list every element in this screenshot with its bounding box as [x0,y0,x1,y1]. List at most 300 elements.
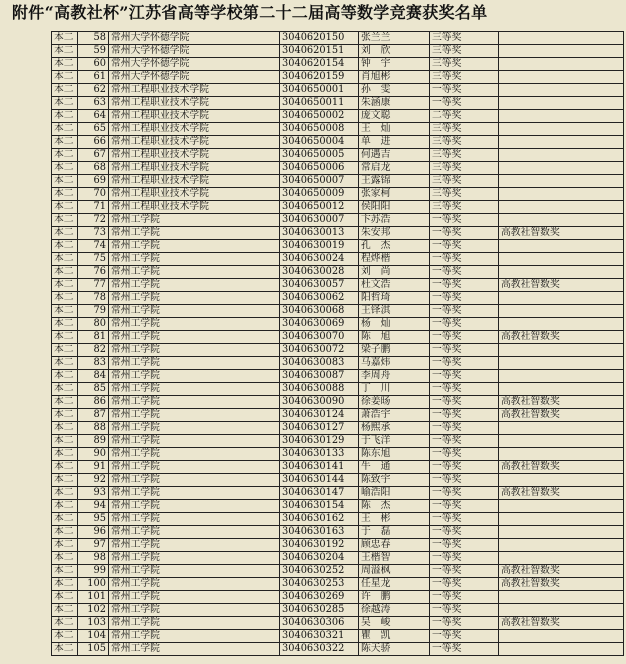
cell-category: 本二 [52,396,78,409]
cell-no: 66 [78,136,109,149]
cell-prize: 一等奖 [430,214,499,227]
cell-prize: 一等奖 [430,552,499,565]
table-row [52,45,624,58]
cell-no: 102 [78,604,109,617]
cell-special [499,240,624,253]
cell-special [499,500,624,513]
award-list-table [51,31,624,656]
cell-name: 陈东旭 [359,448,430,461]
cell-no: 75 [78,253,109,266]
table-row [52,643,624,656]
cell-prize: 一等奖 [430,305,499,318]
cell-no: 65 [78,123,109,136]
cell-id: 3040650004 [280,136,359,149]
cell-category: 本二 [52,266,78,279]
table-row [52,175,624,188]
cell-no: 60 [78,58,109,71]
cell-category: 本二 [52,526,78,539]
cell-name: 王 灿 [359,123,430,136]
cell-prize: 一等奖 [430,266,499,279]
cell-category: 本二 [52,175,78,188]
cell-school: 常州工学院 [109,305,280,318]
cell-prize: 一等奖 [430,513,499,526]
cell-prize: 一等奖 [430,643,499,656]
cell-school: 常州工学院 [109,253,280,266]
table-row [52,461,624,474]
cell-name: 王楷智 [359,552,430,565]
cell-prize: 一等奖 [430,487,499,500]
cell-special [499,513,624,526]
cell-name: 许 鹏 [359,591,430,604]
cell-category: 本二 [52,214,78,227]
table-row [52,214,624,227]
cell-special [499,84,624,97]
table-row [52,344,624,357]
cell-id: 3040650009 [280,188,359,201]
cell-name: 李周舟 [359,370,430,383]
table-row [52,318,624,331]
cell-category: 本二 [52,383,78,396]
cell-no: 64 [78,110,109,123]
cell-school: 常州工学院 [109,487,280,500]
cell-name: 刘 欣 [359,45,430,58]
table-row [52,279,624,292]
cell-no: 86 [78,396,109,409]
cell-special [499,45,624,58]
cell-name: 喻浩阳 [359,487,430,500]
cell-id: 3040630069 [280,318,359,331]
cell-name: 瞿 凯 [359,630,430,643]
cell-special [499,71,624,84]
cell-id: 3040620154 [280,58,359,71]
cell-category: 本二 [52,370,78,383]
table-row [52,188,624,201]
cell-category: 本二 [52,32,78,45]
cell-prize: 一等奖 [430,539,499,552]
cell-category: 本二 [52,279,78,292]
table-row [52,97,624,110]
cell-category: 本二 [52,435,78,448]
cell-no: 93 [78,487,109,500]
table-row [52,305,624,318]
cell-prize: 一等奖 [430,370,499,383]
cell-category: 本二 [52,552,78,565]
cell-category: 本二 [52,630,78,643]
cell-prize: 一等奖 [430,84,499,97]
cell-id: 3040630007 [280,214,359,227]
cell-id: 3040630024 [280,253,359,266]
table-row [52,409,624,422]
cell-school: 常州工学院 [109,227,280,240]
cell-name: 牛 通 [359,461,430,474]
cell-name: 吴 峻 [359,617,430,630]
cell-special: 高教社智数奖 [499,461,624,474]
cell-no: 62 [78,84,109,97]
cell-no: 82 [78,344,109,357]
cell-id: 3040630252 [280,565,359,578]
table-row [52,162,624,175]
cell-id: 3040620151 [280,45,359,58]
cell-no: 88 [78,422,109,435]
cell-special [499,357,624,370]
cell-name: 陈 旭 [359,331,430,344]
cell-id: 3040630285 [280,604,359,617]
cell-no: 87 [78,409,109,422]
cell-name: 任星龙 [359,578,430,591]
cell-category: 本二 [52,58,78,71]
cell-prize: 三等奖 [430,136,499,149]
table-row [52,539,624,552]
cell-special [499,344,624,357]
cell-special: 高教社智数奖 [499,617,624,630]
table-row [52,357,624,370]
cell-school: 常州工程职业技术学院 [109,149,280,162]
cell-no: 68 [78,162,109,175]
cell-no: 89 [78,435,109,448]
cell-prize: 三等奖 [430,71,499,84]
cell-id: 3040650006 [280,162,359,175]
cell-id: 3040650011 [280,97,359,110]
cell-category: 本二 [52,305,78,318]
cell-prize: 一等奖 [430,630,499,643]
cell-school: 常州工学院 [109,409,280,422]
cell-name: 徐姜旸 [359,396,430,409]
cell-special [499,201,624,214]
cell-name: 张家柯 [359,188,430,201]
cell-category: 本二 [52,487,78,500]
cell-school: 常州工学院 [109,266,280,279]
table-row [52,526,624,539]
cell-no: 83 [78,357,109,370]
cell-no: 105 [78,643,109,656]
cell-category: 本二 [52,591,78,604]
cell-name: 丁 川 [359,383,430,396]
cell-no: 67 [78,149,109,162]
cell-special [499,266,624,279]
cell-school: 常州工程职业技术学院 [109,175,280,188]
cell-prize: 三等奖 [430,45,499,58]
cell-id: 3040620159 [280,71,359,84]
cell-name: 杜文浩 [359,279,430,292]
table-row [52,370,624,383]
cell-name: 王露锦 [359,175,430,188]
cell-category: 本二 [52,604,78,617]
cell-prize: 一等奖 [430,292,499,305]
cell-name: 阳哲琦 [359,292,430,305]
cell-special [499,630,624,643]
cell-no: 59 [78,45,109,58]
cell-category: 本二 [52,448,78,461]
cell-school: 常州工学院 [109,513,280,526]
cell-id: 3040630204 [280,552,359,565]
cell-special: 高教社智数奖 [499,331,624,344]
cell-special [499,474,624,487]
cell-special [499,448,624,461]
cell-special: 高教社智数奖 [499,227,624,240]
cell-name: 陈致宇 [359,474,430,487]
cell-id: 3040630306 [280,617,359,630]
cell-id: 3040630028 [280,266,359,279]
table-row [52,500,624,513]
cell-school: 常州工学院 [109,292,280,305]
cell-name: 何遇吉 [359,149,430,162]
cell-name: 肖旭彬 [359,71,430,84]
cell-no: 84 [78,370,109,383]
cell-special [499,188,624,201]
cell-category: 本二 [52,344,78,357]
table-row [52,474,624,487]
cell-prize: 三等奖 [430,201,499,214]
cell-special [499,253,624,266]
cell-id: 3040650012 [280,201,359,214]
cell-special [499,604,624,617]
cell-prize: 一等奖 [430,461,499,474]
cell-special: 高教社智数奖 [499,578,624,591]
table-row [52,240,624,253]
cell-prize: 一等奖 [430,253,499,266]
table-row [52,292,624,305]
cell-prize: 一等奖 [430,97,499,110]
cell-special [499,110,624,123]
cell-category: 本二 [52,253,78,266]
cell-id: 3040650008 [280,123,359,136]
table-row [52,565,624,578]
table-row [52,136,624,149]
cell-category: 本二 [52,97,78,110]
cell-school: 常州工学院 [109,617,280,630]
cell-prize: 三等奖 [430,32,499,45]
table-row [52,604,624,617]
cell-school: 常州工程职业技术学院 [109,123,280,136]
cell-prize: 一等奖 [430,331,499,344]
cell-school: 常州工学院 [109,357,280,370]
cell-prize: 一等奖 [430,227,499,240]
cell-prize: 一等奖 [430,240,499,253]
cell-id: 3040630090 [280,396,359,409]
cell-special [499,383,624,396]
award-list-body [52,32,624,656]
table-row [52,149,624,162]
cell-prize: 三等奖 [430,175,499,188]
cell-id: 3040630133 [280,448,359,461]
table-row [52,32,624,45]
cell-category: 本二 [52,292,78,305]
cell-category: 本二 [52,422,78,435]
cell-id: 3040630141 [280,461,359,474]
cell-name: 王 彬 [359,513,430,526]
cell-prize: 一等奖 [430,396,499,409]
cell-prize: 一等奖 [430,565,499,578]
cell-school: 常州工学院 [109,279,280,292]
cell-special [499,162,624,175]
cell-school: 常州工学院 [109,526,280,539]
table-row [52,110,624,123]
cell-name: 陈 杰 [359,500,430,513]
cell-category: 本二 [52,136,78,149]
cell-prize: 一等奖 [430,591,499,604]
table-row [52,422,624,435]
cell-name: 张兰兰 [359,32,430,45]
cell-name: 程烨楷 [359,253,430,266]
cell-school: 常州工学院 [109,552,280,565]
cell-special [499,643,624,656]
cell-school: 常州工程职业技术学院 [109,162,280,175]
cell-prize: 一等奖 [430,604,499,617]
table-row [52,396,624,409]
cell-name: 杨熙承 [359,422,430,435]
cell-category: 本二 [52,357,78,370]
cell-special [499,136,624,149]
cell-name: 侯阳阳 [359,201,430,214]
cell-id: 3040630127 [280,422,359,435]
cell-no: 97 [78,539,109,552]
cell-school: 常州工程职业技术学院 [109,110,280,123]
cell-name: 王铎淇 [359,305,430,318]
cell-id: 3040630129 [280,435,359,448]
cell-special [499,552,624,565]
table-row [52,331,624,344]
cell-school: 常州工学院 [109,344,280,357]
cell-category: 本二 [52,318,78,331]
cell-name: 朱安邦 [359,227,430,240]
cell-special [499,422,624,435]
cell-id: 3040620150 [280,32,359,45]
cell-no: 80 [78,318,109,331]
cell-no: 98 [78,552,109,565]
cell-school: 常州大学怀德学院 [109,58,280,71]
cell-category: 本二 [52,539,78,552]
cell-id: 3040630144 [280,474,359,487]
cell-school: 常州工学院 [109,604,280,617]
cell-no: 101 [78,591,109,604]
cell-school: 常州大学怀德学院 [109,71,280,84]
cell-special [499,305,624,318]
cell-school: 常州工学院 [109,422,280,435]
cell-special [499,97,624,110]
cell-school: 常州工学院 [109,240,280,253]
cell-prize: 三等奖 [430,162,499,175]
cell-category: 本二 [52,201,78,214]
cell-no: 99 [78,565,109,578]
cell-category: 本二 [52,71,78,84]
cell-id: 3040630068 [280,305,359,318]
cell-prize: 一等奖 [430,435,499,448]
cell-no: 71 [78,201,109,214]
cell-id: 3040650005 [280,149,359,162]
cell-category: 本二 [52,162,78,175]
cell-no: 95 [78,513,109,526]
cell-prize: 一等奖 [430,526,499,539]
cell-school: 常州工学院 [109,500,280,513]
cell-id: 3040630072 [280,344,359,357]
cell-special: 高教社智数奖 [499,487,624,500]
cell-id: 3040630269 [280,591,359,604]
cell-category: 本二 [52,461,78,474]
table-row [52,58,624,71]
cell-name: 陈天骄 [359,643,430,656]
cell-category: 本二 [52,565,78,578]
cell-id: 3040630321 [280,630,359,643]
cell-name: 于 磊 [359,526,430,539]
cell-category: 本二 [52,188,78,201]
cell-category: 本二 [52,240,78,253]
table-row [52,201,624,214]
cell-prize: 一等奖 [430,422,499,435]
cell-name: 钟 宇 [359,58,430,71]
cell-id: 3040630019 [280,240,359,253]
cell-no: 85 [78,383,109,396]
cell-name: 孔 杰 [359,240,430,253]
cell-no: 74 [78,240,109,253]
cell-id: 3040630057 [280,279,359,292]
cell-name: 单 进 [359,136,430,149]
cell-school: 常州工学院 [109,539,280,552]
cell-category: 本二 [52,123,78,136]
cell-special [499,370,624,383]
cell-school: 常州工学院 [109,383,280,396]
cell-school: 常州工学院 [109,435,280,448]
cell-no: 91 [78,461,109,474]
cell-id: 3040630192 [280,539,359,552]
cell-id: 3040630253 [280,578,359,591]
cell-school: 常州工学院 [109,370,280,383]
cell-name: 徐越涛 [359,604,430,617]
cell-category: 本二 [52,617,78,630]
cell-name: 庞文聪 [359,110,430,123]
cell-category: 本二 [52,474,78,487]
cell-id: 3040650007 [280,175,359,188]
cell-special [499,591,624,604]
table-row [52,123,624,136]
cell-special [499,539,624,552]
cell-id: 3040630087 [280,370,359,383]
cell-no: 96 [78,526,109,539]
cell-id: 3040630154 [280,500,359,513]
cell-school: 常州工学院 [109,474,280,487]
cell-name: 梁子鹏 [359,344,430,357]
cell-no: 92 [78,474,109,487]
cell-name: 萧浩宇 [359,409,430,422]
cell-name: 杨 灿 [359,318,430,331]
cell-category: 本二 [52,500,78,513]
cell-id: 3040630088 [280,383,359,396]
cell-prize: 一等奖 [430,617,499,630]
cell-prize: 一等奖 [430,357,499,370]
cell-special [499,214,624,227]
cell-id: 3040650002 [280,110,359,123]
cell-prize: 一等奖 [430,318,499,331]
cell-school: 常州工程职业技术学院 [109,188,280,201]
cell-special: 高教社智数奖 [499,565,624,578]
table-row [52,617,624,630]
cell-prize: 二等奖 [430,110,499,123]
cell-name: 朱涵康 [359,97,430,110]
cell-special [499,292,624,305]
cell-no: 69 [78,175,109,188]
cell-school: 常州工学院 [109,214,280,227]
cell-special: 高教社智数奖 [499,279,624,292]
table-row [52,266,624,279]
cell-prize: 三等奖 [430,188,499,201]
cell-name: 顾忠春 [359,539,430,552]
table-row [52,578,624,591]
cell-no: 61 [78,71,109,84]
cell-id: 3040630083 [280,357,359,370]
table-row [52,487,624,500]
cell-school: 常州工学院 [109,331,280,344]
cell-special: 高教社智数奖 [499,396,624,409]
cell-no: 103 [78,617,109,630]
